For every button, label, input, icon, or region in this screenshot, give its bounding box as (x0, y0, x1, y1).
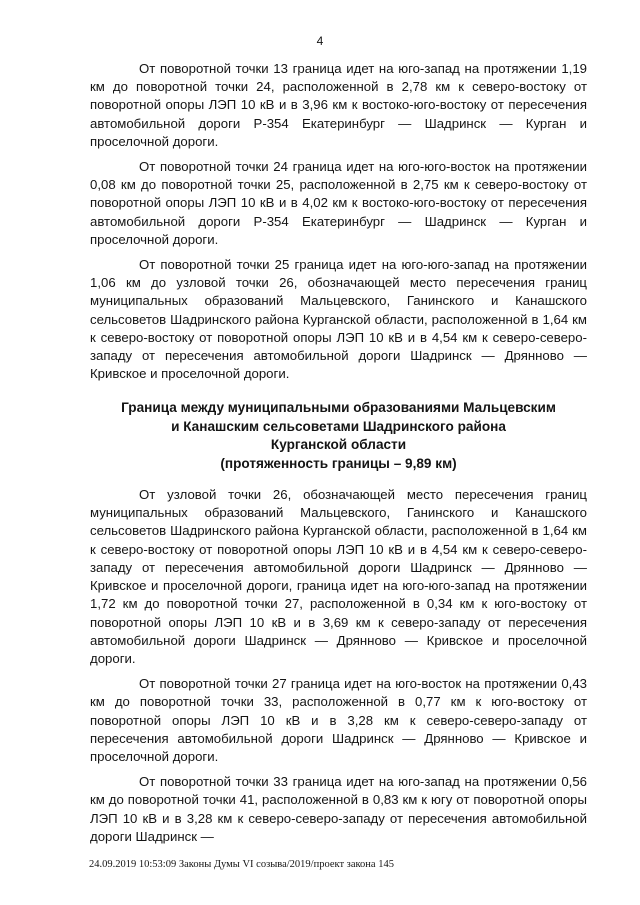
heading-line-2: и Канашским сельсоветами Шадринского района (171, 418, 506, 434)
page-number: 4 (316, 34, 324, 48)
heading-line-1: Граница между муниципальными образованиями Мальцевским (121, 400, 556, 416)
paragraph-point-24: От поворотной точки 24 граница идет на юго-юго-восток на протяжении 0,08 км до поворотной точки 25, расположенной в 2,75 км к северо-востоку от поворотной опоры ЛЭП 10 кВ и в 4,02 км к востоко-юго-востоку от пересечения автомобильной дороги Р-354 Екатеринбург — Шадринск — Курган и проселочной дороги. (90, 159, 587, 247)
document-body (90, 60, 587, 853)
paragraph-node-26: От узловой точки 26, обозначающей место пересечения границ муниципальных образований Мальцевского, Ганинского и Канашского сельсоветов Шадринского района Курганской области, расположенной в 1,64 км к северо-востоку от поворотной опоры ЛЭП 10 кВ и в 4,54 км к северо-северо-западу от пересечения автомобильной дороги Шадринск — Дрянново — Кривское и проселочной дороги, граница идет на юго-юго-запад на протяжении 1,72 км до поворотной точки 27, расположенной в 0,34 км к юго-востоку от поворотной опоры ЛЭП 10 кВ и в 3,69 км к северо-западу от пересечения автомобильной дороги Шадринск — Дрянново — Кривское и проселочной дороги. (90, 487, 587, 666)
heading-length: (протяженность границы – 9,89 км) (220, 455, 457, 471)
heading-line-3: Курганской области (270, 437, 407, 453)
section-heading (90, 399, 587, 473)
footer-stamp: 24.09.2019 10:53:09 Законы Думы VI созыва/2019/проект закона 145 (89, 859, 394, 870)
paragraph-point-27: От поворотной точки 27 граница идет на юго-восток на протяжении 0,43 км до поворотной точки 33, расположенной в 0,77 км к юго-востоку от поворотной опоры ЛЭП 10 кВ и в 3,28 км к северо-северо-западу от пересечения автомобильной дороги Шадринск — Дрянново — Кривское и проселочной дороги. (90, 676, 587, 764)
paragraph-point-33: От поворотной точки 33 граница идет на юго-запад на протяжении 0,56 км до поворотной точки 41, расположенной в 0,83 км к югу от поворотной опоры ЛЭП 10 кВ и в 3,28 км к северо-северо-западу от пересечения автомобильной дороги Шадринск — (90, 774, 587, 844)
paragraph-point-25: От поворотной точки 25 граница идет на юго-юго-запад на протяжении 1,06 км до узловой точки 26, обозначающей место пересечения границ муниципальных образований Мальцевского, Ганинского и Канашского сельсоветов Шадринского района Курганской области, расположенной в 1,64 км к северо-востоку от поворотной опоры ЛЭП 10 кВ и в 4,54 км к северо-северо-западу от пересечения автомобильной дороги Шадринск — Дрянново — Кривское и проселочной дороги. (90, 257, 587, 382)
paragraph-point-13: От поворотной точки 13 граница идет на юго-запад на протяжении 1,19 км до поворотной точки 24, расположенной в 2,78 км к северо-востоку от поворотной опоры ЛЭП 10 кВ и в 3,96 км к востоко-юго-востоку от пересечения автомобильной дороги Р-354 Екатеринбург — Шадринск — Курган и проселочной дороги. (90, 61, 587, 149)
